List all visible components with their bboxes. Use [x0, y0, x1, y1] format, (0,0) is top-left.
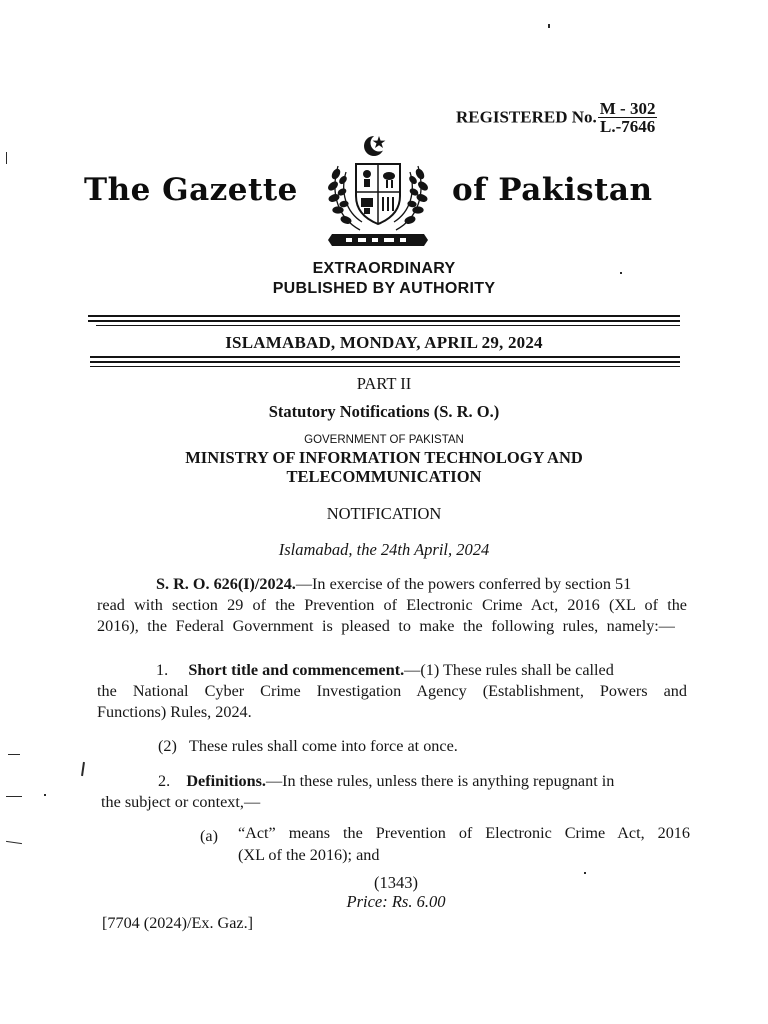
preamble-text: —In exercise of the powers conferred by section 51: [295, 575, 632, 593]
clause-a-number: (a): [200, 827, 218, 845]
rule-1-number: 1.: [156, 661, 169, 679]
rule-1-heading: Short title and commencement.: [188, 661, 405, 679]
bottom-rule: [90, 356, 680, 358]
scan-speck: [44, 794, 46, 796]
subrule-number: (2): [158, 737, 177, 755]
registration-number-top: M - 302: [599, 99, 656, 118]
rule-2-text: —In these rules, unless there is anything repugnant in: [265, 772, 615, 790]
registration-fraction: [598, 100, 658, 135]
rule-1-line-2: the National Cyber Crime Investigation Agency (Establishment, Powers and: [97, 682, 687, 700]
rule-1-subrule-2: [158, 736, 658, 757]
rule-2-line-1: [158, 771, 688, 792]
bottom-rule: [90, 366, 680, 367]
bottom-rule: [90, 361, 680, 363]
state-emblem-icon: [316, 130, 440, 250]
footer-reference: [7704 (2024)/Ex. Gaz.]: [102, 914, 254, 932]
clause-a-line-2: (XL of the 2016); and: [238, 846, 380, 864]
scan-speck: [548, 24, 550, 28]
registration-number-bottom: L.-7646: [600, 117, 656, 136]
ministry-line-2: TELECOMMUNICATION: [286, 467, 482, 486]
scan-speck: [8, 754, 20, 755]
masthead-title-right: of Pakistan: [452, 172, 653, 208]
published-by-authority-label: PUBLISHED BY AUTHORITY: [272, 280, 496, 297]
rule-1-line-3: Functions) Rules, 2024.: [97, 703, 252, 721]
extraordinary-label: EXTRAORDINARY: [312, 260, 456, 277]
preamble-line-3: 2016), the Federal Government is pleased to make the following rules, namely:—: [97, 617, 675, 635]
ministry-line-1: MINISTRY OF INFORMATION TECHNOLOGY AND: [185, 448, 583, 467]
part-heading: PART II: [356, 374, 412, 393]
preamble-line-2: read with section 29 of the Prevention of Electronic Crime Act, 2016 (XL of the: [97, 596, 687, 614]
clause-a-line-1: “Act” means the Prevention of Electronic Crime Act, 2016: [238, 824, 690, 842]
top-rule: [88, 315, 680, 317]
scan-speck: [6, 152, 7, 164]
top-rule: [96, 325, 680, 326]
subrule-text: These rules shall come into force at once.: [189, 737, 458, 755]
masthead-title-left: The Gazette: [84, 172, 298, 208]
rule-2-heading: Definitions.: [186, 772, 266, 790]
place-and-date: Islamabad, the 24th April, 2024: [278, 540, 490, 559]
part-subtitle: Statutory Notifications (S. R. O.): [268, 402, 500, 421]
rule-2-number: 2.: [158, 772, 171, 790]
rule-2-line-2: the subject or context,—: [101, 793, 261, 811]
page-number: (1343): [374, 873, 418, 892]
price-label: Price: Rs. 6.00: [346, 892, 446, 911]
scan-speck: [6, 796, 22, 797]
rule-1-text: —(1) These rules shall be called: [404, 661, 614, 679]
rule-1-line-1: [156, 660, 686, 681]
scan-speck: [6, 841, 22, 844]
government-label: GOVERNMENT OF PAKISTAN: [304, 434, 464, 446]
registration-label: REGISTERED No.: [456, 107, 597, 127]
registration-number: [456, 100, 657, 135]
top-rule: [88, 320, 680, 322]
notification-title: NOTIFICATION: [326, 504, 442, 523]
scan-speck: [81, 762, 85, 776]
preamble-line-1: [156, 574, 684, 595]
dateline: ISLAMABAD, MONDAY, APRIL 29, 2024: [225, 333, 543, 352]
sro-number: S. R. O. 626(I)/2024.: [156, 575, 296, 593]
